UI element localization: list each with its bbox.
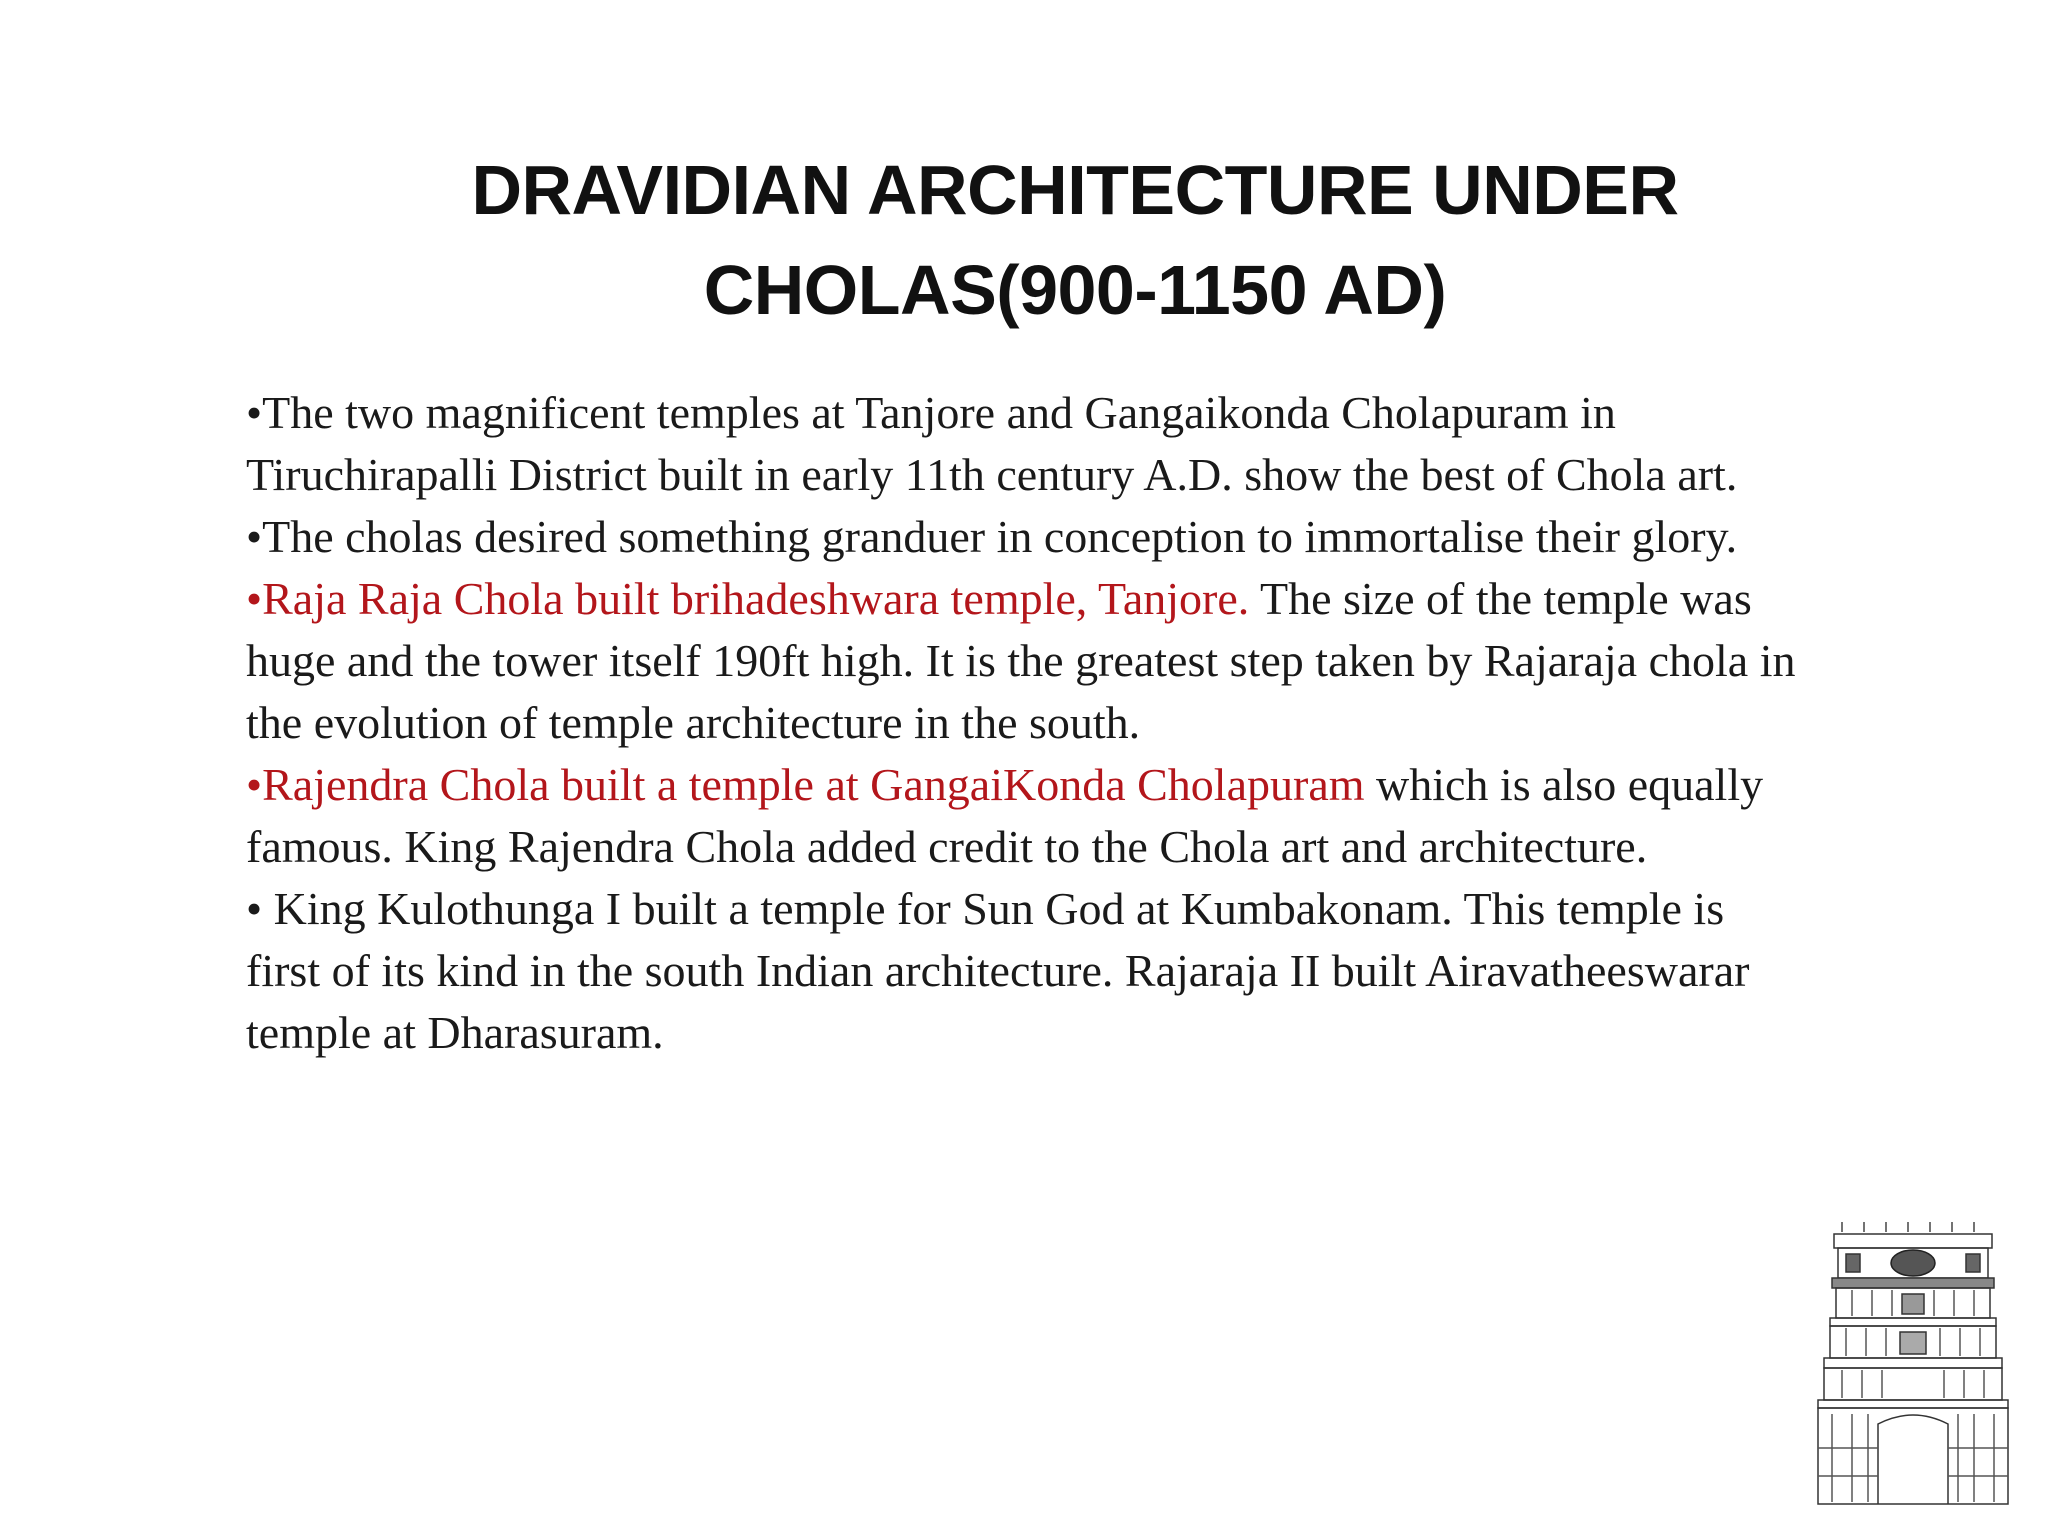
bullet-list: [246, 382, 1806, 1064]
title-line-2: CHOLAS(900-1150 AD): [703, 251, 1447, 329]
bullet-4-highlight: •Rajendra Chola built a temple at GangaiKonda Cholapuram: [246, 759, 1365, 810]
bullet-3-highlight: •Raja Raja Chola built brihadeshwara temple, Tanjore.: [246, 573, 1250, 624]
bullet-1-text: •The two magnificent temples at Tanjore and Gangaikonda Cholapuram in Tiruchirapalli District built in early 11th century A.D. show the best of Chola art.: [246, 387, 1738, 500]
bullet-5: [246, 878, 1806, 1064]
bullet-4: [246, 754, 1806, 878]
bullet-2-text: •The cholas desired something granduer in conception to immortalise their glory.: [246, 511, 1738, 562]
slide-title: [250, 140, 1900, 340]
bullet-4-text: which is also equally famous. King Rajendra Chola added credit to the Chola art and architecture.: [246, 759, 1764, 872]
bullet-3-text: The size of the temple was huge and the tower itself 190ft high. It is the greatest step taken by Rajaraja chola in the evolution of temple architecture in the south.: [246, 573, 1796, 748]
bullet-1: [246, 382, 1806, 506]
title-line-1: DRAVIDIAN ARCHITECTURE UNDER: [471, 151, 1679, 229]
temple-gopuram-icon: [1812, 1218, 2016, 1508]
bullet-2: [246, 506, 1806, 568]
bullet-3: [246, 568, 1806, 754]
bullet-5-text: • King Kulothunga I built a temple for Sun God at Kumbakonam. This temple is first of its kind in the south Indian architecture. Rajaraja II built Airavatheeswarar temple at Dharasuram.: [246, 883, 1750, 1058]
